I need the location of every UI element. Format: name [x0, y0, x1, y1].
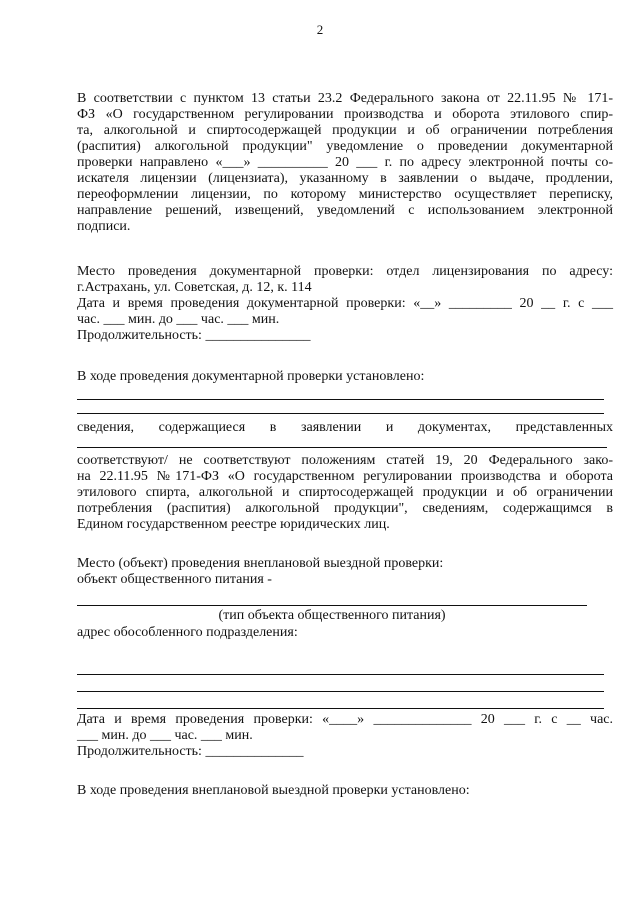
intro-line: (распития) алкогольной продукции" уведомление о проведении документарной	[77, 139, 613, 154]
onsite-place-label: Место (объект) проведения внеплановой выездной проверки:	[77, 556, 444, 571]
doc-check-block	[77, 264, 613, 344]
onsite-place-block	[77, 556, 613, 588]
blank-line	[77, 605, 587, 606]
intro-line: ФЗ «О государственном регулировании производства и оборота этилового спир-	[77, 107, 613, 122]
conformity-line: соответствуют/ не соответствуют положениям статей 19, 20 Федерального зако-	[77, 453, 613, 468]
blank-line	[77, 708, 604, 709]
doc-check-place: Место проведения документарной проверки: отдел лицензирования по адресу:	[77, 264, 613, 279]
doc-result-info: сведения, содержащиеся в заявлении и документах, представленных	[77, 420, 613, 435]
onsite-datetime-block	[77, 712, 613, 760]
onsite-datetime-cont: ___ мин. до ___ час. ___ мин.	[77, 728, 253, 743]
blank-line	[77, 413, 604, 414]
address-label: адрес обособленного подразделения:	[77, 625, 298, 640]
conformity-line: на 22.11.95 №171-ФЗ «О государственном регулировании производства и оборота	[77, 469, 613, 484]
onsite-object-label: объект общественного питания -	[77, 572, 272, 587]
doc-result-heading: В ходе проведения документарной проверки установлено:	[77, 369, 425, 384]
intro-line: проверки направлено «___» __________ 20 ___ г. по адресу электронной почты со-	[77, 155, 613, 170]
conformity-line: потребления (распития) алкогольной продукции", сведениям, содержащимся в	[77, 501, 613, 516]
blank-line	[77, 447, 607, 448]
intro-line: В соответствии с пунктом 13 статьи 23.2 Федерального закона от 22.11.95 № 171-	[77, 91, 613, 106]
object-type-caption: (тип объекта общественного питания)	[218, 608, 446, 623]
blank-line	[77, 399, 604, 400]
intro-line: та, алкогольной и спиртосодержащей продукции и об ограничении потребления	[77, 123, 613, 138]
intro-line: переоформлении лицензии, по которому министерство осуществляет переписку,	[77, 187, 613, 202]
intro-line: направление решений, извещений, уведомлений с использованием электронной	[77, 203, 613, 218]
page-number: 2	[316, 22, 324, 37]
conformity-line: Едином государственном реестре юридических лиц.	[77, 517, 390, 532]
intro-paragraph	[77, 91, 613, 235]
intro-line: подписи.	[77, 219, 131, 234]
doc-check-datetime: Дата и время проведения документарной проверки: «__» _________ 20 __ г. с ___	[77, 296, 613, 311]
blank-line	[77, 674, 604, 675]
blank-line	[77, 691, 604, 692]
intro-line: искателя лицензии (лицензиата), указанному в заявлении о выдаче, продлении,	[77, 171, 613, 186]
doc-check-datetime-cont: час. ___ мин. до ___ час. ___ мин.	[77, 312, 280, 327]
doc-check-address: г.Астрахань, ул. Советская, д. 12, к. 114	[77, 280, 312, 295]
onsite-result-heading: В ходе проведения внеплановой выездной проверки установлено:	[77, 783, 470, 798]
doc-check-duration: Продолжительность: _______________	[77, 328, 311, 343]
conformity-line: этилового спирта, алкогольной и спиртосодержащей продукции и об ограничении	[77, 485, 613, 500]
onsite-duration: Продолжительность: ______________	[77, 744, 304, 759]
conformity-paragraph	[77, 453, 613, 533]
onsite-datetime: Дата и время проведения проверки: «____» ______________ 20 ___ г. с __ час.	[77, 712, 613, 727]
